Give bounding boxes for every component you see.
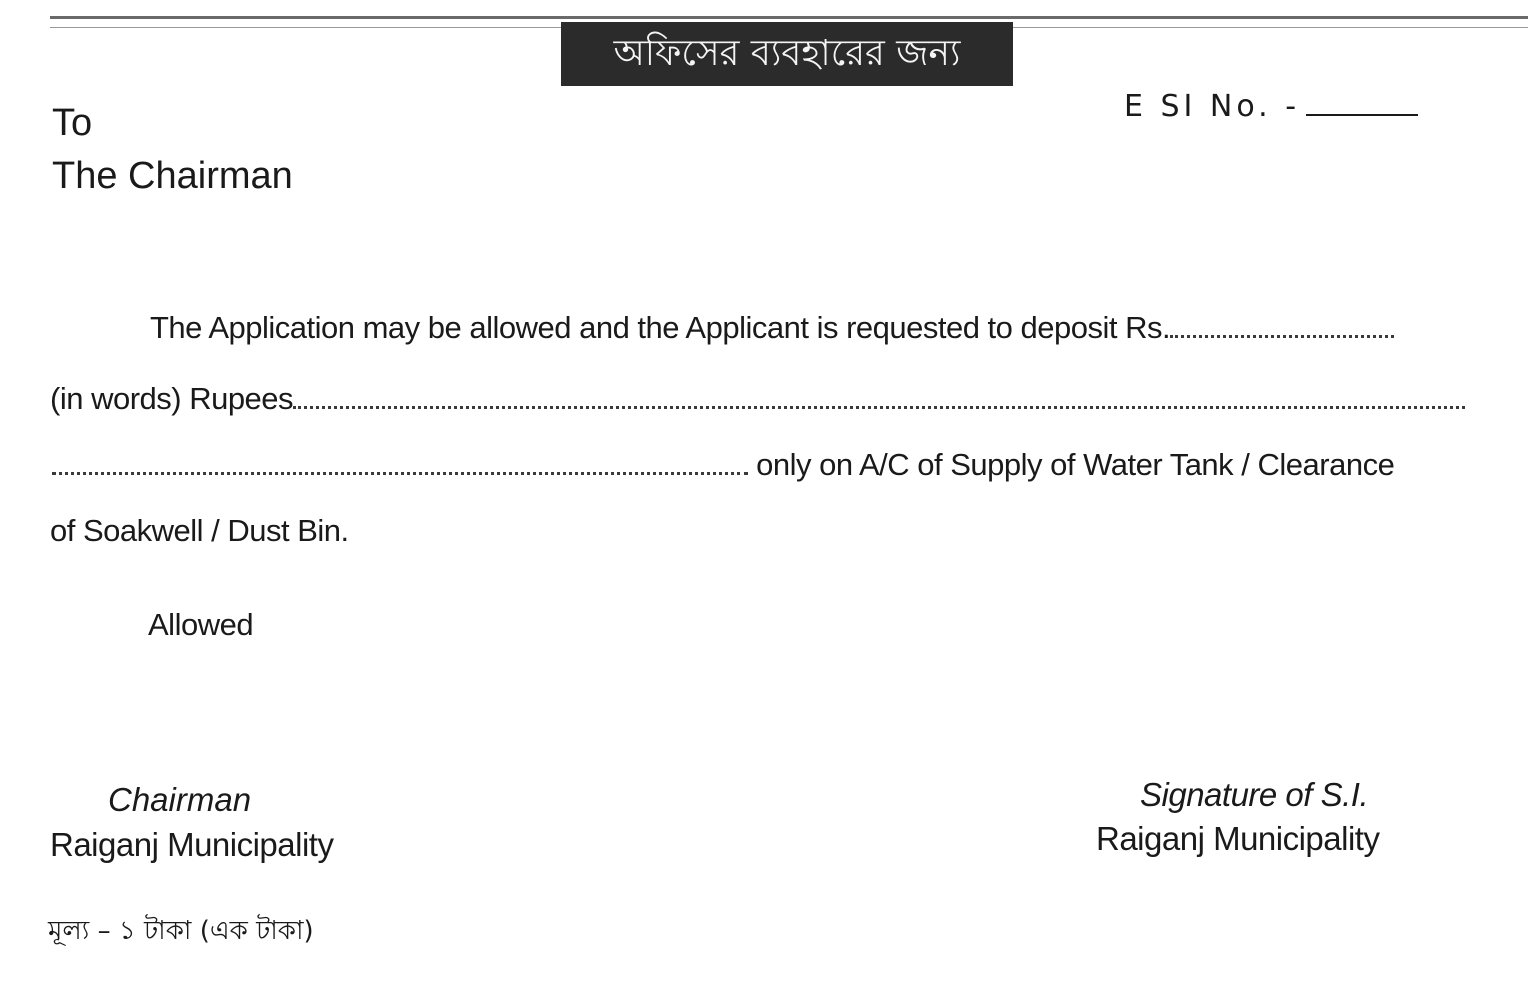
serial-number-blank[interactable]	[1306, 86, 1418, 116]
body-line-deposit-text: The Application may be allowed and the Applicant is requested to deposit Rs.	[150, 310, 1171, 345]
serial-number-field	[1124, 86, 1418, 124]
address-recipient: The Chairman	[52, 155, 293, 197]
body-line-items: of Soakwell / Dust Bin.	[50, 513, 349, 548]
price-note: মূল্য – ১ টাকা (এক টাকা)	[48, 916, 314, 946]
allowed-label: Allowed	[148, 607, 254, 642]
body-line-purpose	[52, 446, 1394, 483]
deposit-amount-blank[interactable]	[1170, 309, 1394, 338]
si-signature-org: Raiganj Municipality	[1096, 820, 1380, 857]
office-use-banner: অফিসের ব্যবহারের জন্য	[561, 22, 1013, 86]
amount-in-words-continued-blank[interactable]	[52, 446, 748, 475]
body-line-purpose-text: only on A/C of Supply of Water Tank / Clearance	[756, 447, 1395, 482]
body-line-deposit	[150, 309, 1394, 346]
chairman-signature-title: Chairman	[108, 781, 252, 818]
serial-number-label: E SI No. -	[1124, 89, 1301, 124]
body-line-words-text: (in words) Rupees	[50, 381, 294, 416]
chairman-signature-org: Raiganj Municipality	[50, 826, 334, 863]
address-to: To	[52, 102, 93, 144]
body-line-words	[50, 380, 1465, 417]
top-border-rule	[50, 16, 1528, 19]
amount-in-words-blank[interactable]	[293, 380, 1465, 409]
si-signature-title: Signature of S.I.	[1140, 776, 1369, 813]
